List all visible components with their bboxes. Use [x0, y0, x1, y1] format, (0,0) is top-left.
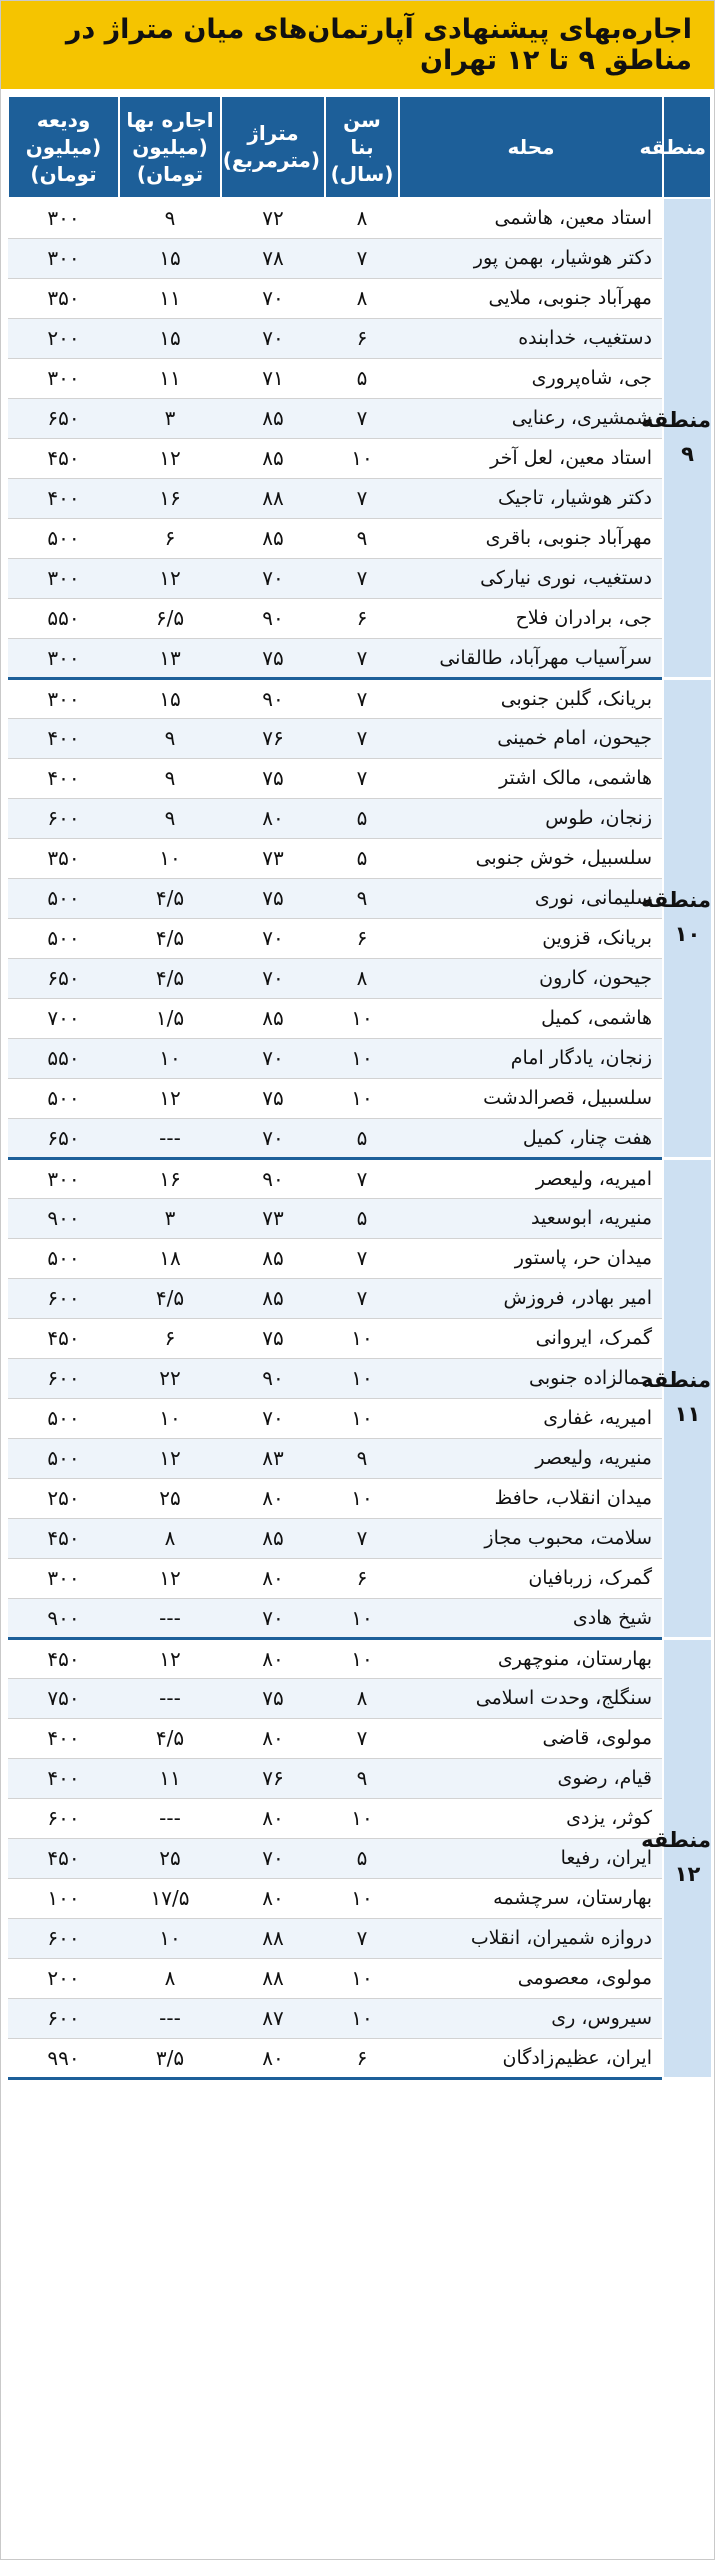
cell-rent: ۱۲ — [119, 558, 221, 598]
table-row — [8, 1998, 711, 2038]
cell-deposit: ۵۰۰ — [8, 1238, 119, 1278]
table-body — [8, 198, 711, 2078]
cell-age: ۹ — [325, 518, 399, 558]
cell-age: ۱۰ — [325, 1598, 399, 1638]
cell-age: ۸ — [325, 198, 399, 238]
cell-area: ۸۵ — [221, 998, 325, 1038]
cell-deposit: ۲۵۰ — [8, 1478, 119, 1518]
table-header-row — [8, 96, 711, 198]
cell-neighborhood: هفت چنار، کمیل — [399, 1118, 663, 1158]
cell-rent: ۹ — [119, 198, 221, 238]
cell-age: ۷ — [325, 1238, 399, 1278]
cell-rent: ۳ — [119, 398, 221, 438]
cell-age: ۷ — [325, 678, 399, 718]
cell-age: ۱۰ — [325, 998, 399, 1038]
cell-area: ۸۰ — [221, 1478, 325, 1518]
cell-age: ۱۰ — [325, 1318, 399, 1358]
cell-neighborhood: گمرک، زربافیان — [399, 1558, 663, 1598]
cell-area: ۹۰ — [221, 598, 325, 638]
cell-age: ۷ — [325, 558, 399, 598]
cell-deposit: ۴۵۰ — [8, 1518, 119, 1558]
header-neighborhood: محله — [399, 96, 663, 198]
cell-deposit: ۴۵۰ — [8, 1318, 119, 1358]
cell-deposit: ۶۵۰ — [8, 398, 119, 438]
cell-age: ۷ — [325, 1158, 399, 1198]
cell-rent: ۱۶ — [119, 478, 221, 518]
cell-deposit: ۳۰۰ — [8, 678, 119, 718]
cell-area: ۹۰ — [221, 1358, 325, 1398]
cell-area: ۷۰ — [221, 1038, 325, 1078]
cell-area: ۸۰ — [221, 2038, 325, 2078]
table-row — [8, 1638, 711, 1678]
table-row — [8, 1838, 711, 1878]
cell-age: ۱۰ — [325, 438, 399, 478]
cell-rent: ۳ — [119, 1198, 221, 1238]
cell-rent: ۱۲ — [119, 1438, 221, 1478]
header-rent: اجاره بها (میلیون تومان) — [119, 96, 221, 198]
cell-deposit: ۳۵۰ — [8, 278, 119, 318]
cell-rent: ۱۵ — [119, 238, 221, 278]
cell-deposit: ۳۵۰ — [8, 838, 119, 878]
table-row — [8, 1158, 711, 1198]
cell-age: ۵ — [325, 1118, 399, 1158]
header-age: سن بنا (سال) — [325, 96, 399, 198]
cell-rent: ۱۲ — [119, 1638, 221, 1678]
cell-neighborhood: بریانک، گلبن جنوبی — [399, 678, 663, 718]
table-row — [8, 1718, 711, 1758]
cell-age: ۷ — [325, 398, 399, 438]
cell-neighborhood: شمشیری، رعنایی — [399, 398, 663, 438]
cell-deposit: ۴۰۰ — [8, 1718, 119, 1758]
table-row — [8, 958, 711, 998]
cell-area: ۸۵ — [221, 438, 325, 478]
cell-age: ۶ — [325, 918, 399, 958]
table-row — [8, 998, 711, 1038]
cell-deposit: ۳۰۰ — [8, 558, 119, 598]
cell-age: ۶ — [325, 318, 399, 358]
cell-age: ۶ — [325, 2038, 399, 2078]
cell-rent: ۱۲ — [119, 438, 221, 478]
cell-age: ۷ — [325, 638, 399, 678]
cell-rent: ۱۱ — [119, 1758, 221, 1798]
cell-neighborhood: مهرآباد جنوبی، ملایی — [399, 278, 663, 318]
table-row — [8, 1118, 711, 1158]
cell-area: ۸۳ — [221, 1438, 325, 1478]
table-row — [8, 438, 711, 478]
table-row — [8, 238, 711, 278]
cell-area: ۸۰ — [221, 798, 325, 838]
cell-area: ۸۵ — [221, 398, 325, 438]
cell-rent: --- — [119, 1998, 221, 2038]
cell-rent: ۱۶ — [119, 1158, 221, 1198]
cell-deposit: ۹۰۰ — [8, 1198, 119, 1238]
table-row — [8, 918, 711, 958]
cell-area: ۷۶ — [221, 718, 325, 758]
cell-neighborhood: دستغیب، خدابنده — [399, 318, 663, 358]
cell-neighborhood: سرآسیاب مهرآباد، طالقانی — [399, 638, 663, 678]
cell-neighborhood: سلیمانی، نوری — [399, 878, 663, 918]
cell-area: ۷۶ — [221, 1758, 325, 1798]
cell-deposit: ۹۰۰ — [8, 1598, 119, 1638]
cell-area: ۷۵ — [221, 638, 325, 678]
table-row — [8, 1198, 711, 1238]
cell-age: ۱۰ — [325, 1398, 399, 1438]
table-row — [8, 2038, 711, 2078]
cell-age: ۵ — [325, 798, 399, 838]
cell-age: ۵ — [325, 358, 399, 398]
cell-neighborhood: کوثر، یزدی — [399, 1798, 663, 1838]
cell-age: ۷ — [325, 478, 399, 518]
cell-rent: ۶/۵ — [119, 598, 221, 638]
cell-deposit: ۶۵۰ — [8, 958, 119, 998]
cell-age: ۹ — [325, 1438, 399, 1478]
cell-rent: ۱۰ — [119, 1038, 221, 1078]
rent-table — [7, 95, 712, 2080]
table-row — [8, 198, 711, 238]
cell-neighborhood: بهارستان، سرچشمه — [399, 1878, 663, 1918]
cell-rent: --- — [119, 1118, 221, 1158]
cell-rent: ۱۰ — [119, 1918, 221, 1958]
cell-area: ۷۰ — [221, 1398, 325, 1438]
cell-age: ۷ — [325, 1278, 399, 1318]
cell-neighborhood: گمرک، ایروانی — [399, 1318, 663, 1358]
table-row — [8, 1078, 711, 1118]
cell-area: ۷۵ — [221, 1678, 325, 1718]
cell-neighborhood: جی، برادران فلاح — [399, 598, 663, 638]
title-bar — [1, 1, 714, 89]
table-row — [8, 758, 711, 798]
cell-rent: ۱۵ — [119, 678, 221, 718]
cell-rent: ۸ — [119, 1958, 221, 1998]
cell-area: ۷۰ — [221, 318, 325, 358]
cell-deposit: ۵۰۰ — [8, 518, 119, 558]
cell-area: ۷۰ — [221, 918, 325, 958]
cell-deposit: ۴۰۰ — [8, 478, 119, 518]
table-row — [8, 1358, 711, 1398]
cell-age: ۷ — [325, 758, 399, 798]
table-row — [8, 478, 711, 518]
cell-rent: ۱۵ — [119, 318, 221, 358]
cell-area: ۷۵ — [221, 1078, 325, 1118]
cell-deposit: ۴۵۰ — [8, 1638, 119, 1678]
cell-neighborhood: دکتر هوشیار، تاجیک — [399, 478, 663, 518]
cell-rent: ۶ — [119, 518, 221, 558]
cell-deposit: ۲۰۰ — [8, 1958, 119, 1998]
cell-age: ۱۰ — [325, 1878, 399, 1918]
cell-neighborhood: منیریه، ولیعصر — [399, 1438, 663, 1478]
cell-neighborhood: میدان انقلاب، حافظ — [399, 1478, 663, 1518]
cell-deposit: ۵۰۰ — [8, 918, 119, 958]
region-label: منطقه ۱۰ — [663, 678, 711, 1158]
table-row — [8, 1238, 711, 1278]
cell-age: ۱۰ — [325, 1358, 399, 1398]
cell-deposit: ۳۰۰ — [8, 1158, 119, 1198]
cell-area: ۸۰ — [221, 1718, 325, 1758]
cell-area: ۷۱ — [221, 358, 325, 398]
cell-age: ۶ — [325, 598, 399, 638]
cell-rent: --- — [119, 1798, 221, 1838]
cell-deposit: ۵۵۰ — [8, 598, 119, 638]
cell-area: ۷۰ — [221, 558, 325, 598]
cell-age: ۷ — [325, 1518, 399, 1558]
cell-deposit: ۵۰۰ — [8, 878, 119, 918]
cell-neighborhood: مهرآباد جنوبی، باقری — [399, 518, 663, 558]
header-deposit: ودیعه (میلیون تومان) — [8, 96, 119, 198]
cell-age: ۷ — [325, 1918, 399, 1958]
cell-neighborhood: قیام، رضوی — [399, 1758, 663, 1798]
cell-neighborhood: زنجان، طوس — [399, 798, 663, 838]
table-row — [8, 1558, 711, 1598]
cell-area: ۷۰ — [221, 1838, 325, 1878]
cell-deposit: ۵۵۰ — [8, 1038, 119, 1078]
cell-area: ۷۳ — [221, 838, 325, 878]
cell-age: ۷ — [325, 1718, 399, 1758]
cell-area: ۸۵ — [221, 1238, 325, 1278]
region-label: منطقه ۱۲ — [663, 1638, 711, 2078]
cell-area: ۷۵ — [221, 1318, 325, 1358]
table-row — [8, 1798, 711, 1838]
table-row — [8, 838, 711, 878]
cell-age: ۱۰ — [325, 1078, 399, 1118]
cell-age: ۸ — [325, 1678, 399, 1718]
cell-rent: ۱۳ — [119, 638, 221, 678]
region-label: منطقه ۱۱ — [663, 1158, 711, 1638]
cell-deposit: ۵۰۰ — [8, 1438, 119, 1478]
cell-deposit: ۴۰۰ — [8, 1758, 119, 1798]
cell-deposit: ۷۰۰ — [8, 998, 119, 1038]
page-title: اجاره‌بهای پیشنهادی آپارتمان‌های میان متراژ در مناطق ۹ تا ۱۲ تهران — [65, 14, 692, 76]
cell-deposit: ۴۰۰ — [8, 718, 119, 758]
cell-age: ۱۰ — [325, 1478, 399, 1518]
cell-deposit: ۶۰۰ — [8, 1358, 119, 1398]
cell-rent: ۱۲ — [119, 1078, 221, 1118]
cell-deposit: ۳۰۰ — [8, 358, 119, 398]
cell-neighborhood: استاد معین، لعل آخر — [399, 438, 663, 478]
table-row — [8, 1678, 711, 1718]
cell-rent: ۸ — [119, 1518, 221, 1558]
cell-area: ۷۰ — [221, 1118, 325, 1158]
cell-area: ۷۰ — [221, 278, 325, 318]
table-row — [8, 638, 711, 678]
cell-rent: --- — [119, 1678, 221, 1718]
cell-area: ۸۰ — [221, 1798, 325, 1838]
table-row — [8, 1478, 711, 1518]
table-row — [8, 798, 711, 838]
cell-area: ۷۵ — [221, 758, 325, 798]
cell-deposit: ۳۰۰ — [8, 238, 119, 278]
cell-neighborhood: استاد معین، هاشمی — [399, 198, 663, 238]
cell-deposit: ۴۵۰ — [8, 438, 119, 478]
cell-neighborhood: جی، شاه‌پروری — [399, 358, 663, 398]
table-row — [8, 1438, 711, 1478]
cell-age: ۷ — [325, 238, 399, 278]
table-row — [8, 598, 711, 638]
table-row — [8, 558, 711, 598]
cell-area: ۸۷ — [221, 1998, 325, 2038]
table-row — [8, 1958, 711, 1998]
cell-neighborhood: زنجان، یادگار امام — [399, 1038, 663, 1078]
cell-neighborhood: سلسبیل، قصرالدشت — [399, 1078, 663, 1118]
cell-neighborhood: ایران، عظیم‌زادگان — [399, 2038, 663, 2078]
cell-age: ۱۰ — [325, 1798, 399, 1838]
table-row — [8, 1598, 711, 1638]
cell-deposit: ۱۰۰ — [8, 1878, 119, 1918]
table-row — [8, 518, 711, 558]
table-row — [8, 1918, 711, 1958]
cell-neighborhood: دکتر هوشیار، بهمن پور — [399, 238, 663, 278]
table-row — [8, 1758, 711, 1798]
table-row — [8, 878, 711, 918]
cell-neighborhood: امیریه، ولیعصر — [399, 1158, 663, 1198]
cell-neighborhood: بهارستان، منوچهری — [399, 1638, 663, 1678]
cell-neighborhood: جیحون، کارون — [399, 958, 663, 998]
cell-rent: ۱۲ — [119, 1558, 221, 1598]
header-area: متراژ (مترمربع) — [221, 96, 325, 198]
table-row — [8, 358, 711, 398]
cell-age: ۵ — [325, 1198, 399, 1238]
cell-deposit: ۷۵۰ — [8, 1678, 119, 1718]
cell-area: ۷۸ — [221, 238, 325, 278]
cell-rent: ۳/۵ — [119, 2038, 221, 2078]
cell-age: ۱۰ — [325, 1638, 399, 1678]
cell-deposit: ۶۰۰ — [8, 798, 119, 838]
cell-neighborhood: جمالزاده جنوبی — [399, 1358, 663, 1398]
cell-area: ۸۰ — [221, 1558, 325, 1598]
cell-rent: ۴/۵ — [119, 918, 221, 958]
cell-neighborhood: هاشمی، مالک اشتر — [399, 758, 663, 798]
header-region: منطقه — [663, 96, 711, 198]
cell-rent: ۹ — [119, 758, 221, 798]
table-row — [8, 1278, 711, 1318]
cell-rent: ۲۲ — [119, 1358, 221, 1398]
cell-rent: ۱۱ — [119, 278, 221, 318]
cell-area: ۷۵ — [221, 878, 325, 918]
cell-area: ۸۵ — [221, 518, 325, 558]
cell-deposit: ۵۰۰ — [8, 1398, 119, 1438]
cell-deposit: ۶۵۰ — [8, 1118, 119, 1158]
cell-neighborhood: هاشمی، کمیل — [399, 998, 663, 1038]
cell-age: ۹ — [325, 878, 399, 918]
cell-rent: ۱۸ — [119, 1238, 221, 1278]
cell-age: ۱۰ — [325, 1038, 399, 1078]
cell-age: ۹ — [325, 1758, 399, 1798]
cell-age: ۷ — [325, 718, 399, 758]
cell-deposit: ۲۰۰ — [8, 318, 119, 358]
cell-rent: ۱۰ — [119, 838, 221, 878]
cell-area: ۷۲ — [221, 198, 325, 238]
cell-deposit: ۹۹۰ — [8, 2038, 119, 2078]
region-label: منطقه ۹ — [663, 198, 711, 678]
cell-neighborhood: سنگلج، وحدت اسلامی — [399, 1678, 663, 1718]
cell-neighborhood: دستغیب، نوری نیارکی — [399, 558, 663, 598]
cell-neighborhood: سلسبیل، خوش جنوبی — [399, 838, 663, 878]
cell-rent: ۲۵ — [119, 1478, 221, 1518]
cell-rent: ۲۵ — [119, 1838, 221, 1878]
table-row — [8, 1878, 711, 1918]
cell-area: ۹۰ — [221, 1158, 325, 1198]
cell-rent: ۴/۵ — [119, 1278, 221, 1318]
table-row — [8, 1318, 711, 1358]
cell-area: ۷۳ — [221, 1198, 325, 1238]
cell-area: ۷۰ — [221, 1598, 325, 1638]
cell-neighborhood: امیریه، غفاری — [399, 1398, 663, 1438]
cell-rent: ۶ — [119, 1318, 221, 1358]
table-row — [8, 1398, 711, 1438]
cell-deposit: ۳۰۰ — [8, 638, 119, 678]
cell-rent: ۱۱ — [119, 358, 221, 398]
cell-rent: ۹ — [119, 798, 221, 838]
table-row — [8, 1518, 711, 1558]
table-row — [8, 718, 711, 758]
table-row — [8, 398, 711, 438]
cell-rent: ۹ — [119, 718, 221, 758]
cell-age: ۱۰ — [325, 1998, 399, 2038]
cell-neighborhood: امیر بهادر، فروزش — [399, 1278, 663, 1318]
cell-neighborhood: شیخ هادی — [399, 1598, 663, 1638]
cell-age: ۸ — [325, 958, 399, 998]
cell-deposit: ۶۰۰ — [8, 1918, 119, 1958]
cell-neighborhood: دروازه شمیران، انقلاب — [399, 1918, 663, 1958]
cell-neighborhood: مولوی، قاضی — [399, 1718, 663, 1758]
cell-neighborhood: سیروس، ری — [399, 1998, 663, 2038]
cell-deposit: ۴۰۰ — [8, 758, 119, 798]
cell-area: ۸۰ — [221, 1638, 325, 1678]
cell-neighborhood: بریانک، قزوین — [399, 918, 663, 958]
cell-deposit: ۵۰۰ — [8, 1078, 119, 1118]
cell-neighborhood: ایران، رفیعا — [399, 1838, 663, 1878]
cell-area: ۹۰ — [221, 678, 325, 718]
cell-age: ۵ — [325, 1838, 399, 1878]
table-row — [8, 1038, 711, 1078]
cell-area: ۷۰ — [221, 958, 325, 998]
cell-age: ۵ — [325, 838, 399, 878]
cell-neighborhood: سلامت، محبوب مجاز — [399, 1518, 663, 1558]
cell-rent: --- — [119, 1598, 221, 1638]
cell-area: ۸۵ — [221, 1518, 325, 1558]
cell-deposit: ۴۵۰ — [8, 1838, 119, 1878]
table-row — [8, 318, 711, 358]
cell-area: ۸۸ — [221, 1958, 325, 1998]
cell-age: ۸ — [325, 278, 399, 318]
cell-deposit: ۶۰۰ — [8, 1278, 119, 1318]
cell-rent: ۱۷/۵ — [119, 1878, 221, 1918]
table-row — [8, 678, 711, 718]
cell-neighborhood: میدان حر، پاستور — [399, 1238, 663, 1278]
cell-age: ۱۰ — [325, 1958, 399, 1998]
cell-area: ۸۸ — [221, 478, 325, 518]
cell-rent: ۱/۵ — [119, 998, 221, 1038]
cell-area: ۸۸ — [221, 1918, 325, 1958]
cell-rent: ۴/۵ — [119, 878, 221, 918]
cell-deposit: ۶۰۰ — [8, 1998, 119, 2038]
cell-age: ۶ — [325, 1558, 399, 1598]
cell-neighborhood: جیحون، امام خمینی — [399, 718, 663, 758]
cell-area: ۸۵ — [221, 1278, 325, 1318]
table-row — [8, 278, 711, 318]
cell-area: ۸۰ — [221, 1878, 325, 1918]
cell-neighborhood: مولوی، معصومی — [399, 1958, 663, 1998]
cell-deposit: ۶۰۰ — [8, 1798, 119, 1838]
cell-rent: ۴/۵ — [119, 958, 221, 998]
cell-rent: ۱۰ — [119, 1398, 221, 1438]
cell-deposit: ۳۰۰ — [8, 1558, 119, 1598]
cell-rent: ۴/۵ — [119, 1718, 221, 1758]
cell-neighborhood: منیریه، ابوسعید — [399, 1198, 663, 1238]
cell-deposit: ۳۰۰ — [8, 198, 119, 238]
